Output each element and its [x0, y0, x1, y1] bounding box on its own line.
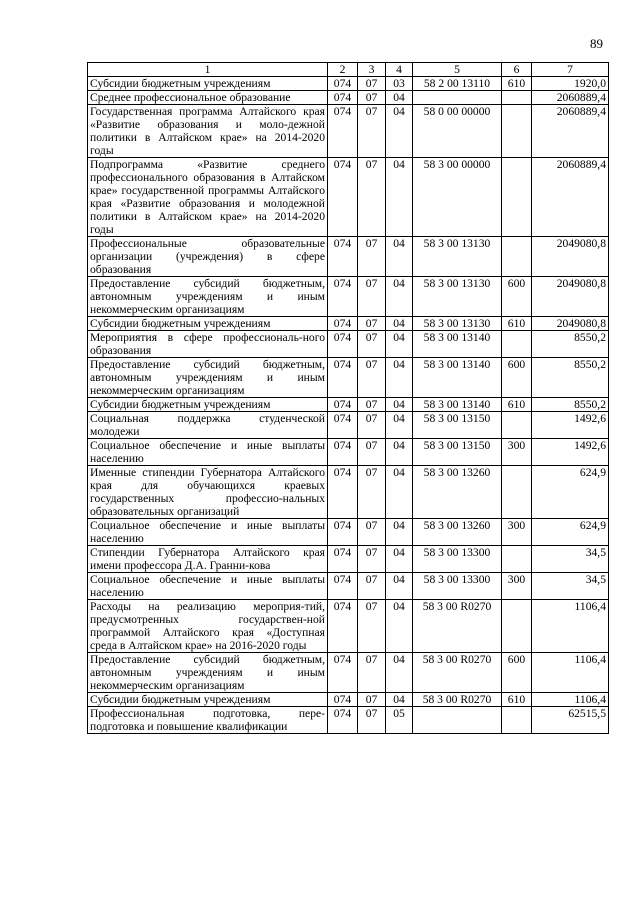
- expense-type-cell: 600: [502, 653, 532, 693]
- column-header: 1: [88, 63, 328, 77]
- target-article-cell: 58 3 00 R0270: [413, 600, 502, 653]
- ministry-code-cell: 074: [328, 91, 358, 105]
- target-article-cell: 58 3 00 13140: [413, 358, 502, 398]
- section-code-cell: 07: [358, 237, 386, 277]
- amount-cell: 8550,2: [532, 398, 609, 412]
- item-name-cell: Социальная поддержка студенческой молодежи: [88, 412, 328, 439]
- item-name-cell: Среднее профессиональное образование: [88, 91, 328, 105]
- table-row: [88, 77, 609, 91]
- table-row: [88, 277, 609, 317]
- item-name-cell: Субсидии бюджетным учреждениям: [88, 317, 328, 331]
- expense-type-cell: 300: [502, 573, 532, 600]
- ministry-code-cell: 074: [328, 546, 358, 573]
- amount-cell: 62515,5: [532, 707, 609, 734]
- column-header: 4: [386, 63, 413, 77]
- section-code-cell: 07: [358, 693, 386, 707]
- table-row: [88, 317, 609, 331]
- item-name-cell: Социальное обеспечение и иные выплаты населению: [88, 519, 328, 546]
- table-row: [88, 653, 609, 693]
- subsection-code-cell: 04: [386, 693, 413, 707]
- subsection-code-cell: 04: [386, 317, 413, 331]
- expense-type-cell: [502, 546, 532, 573]
- ministry-code-cell: 074: [328, 277, 358, 317]
- section-code-cell: 07: [358, 77, 386, 91]
- subsection-code-cell: 04: [386, 331, 413, 358]
- expense-type-cell: [502, 91, 532, 105]
- column-header: 5: [413, 63, 502, 77]
- amount-cell: 2060889,4: [532, 91, 609, 105]
- ministry-code-cell: 074: [328, 439, 358, 466]
- amount-cell: 34,5: [532, 546, 609, 573]
- ministry-code-cell: 074: [328, 519, 358, 546]
- expense-type-cell: 300: [502, 439, 532, 466]
- section-code-cell: 07: [358, 653, 386, 693]
- target-article-cell: 58 3 00 13140: [413, 398, 502, 412]
- section-code-cell: 07: [358, 439, 386, 466]
- target-article-cell: 58 2 00 13110: [413, 77, 502, 91]
- ministry-code-cell: 074: [328, 693, 358, 707]
- expense-type-cell: 610: [502, 693, 532, 707]
- section-code-cell: 07: [358, 546, 386, 573]
- ministry-code-cell: 074: [328, 105, 358, 158]
- expense-type-cell: [502, 600, 532, 653]
- ministry-code-cell: 074: [328, 573, 358, 600]
- amount-cell: 2049080,8: [532, 237, 609, 277]
- subsection-code-cell: 04: [386, 91, 413, 105]
- column-header: 2: [328, 63, 358, 77]
- amount-cell: 1492,6: [532, 439, 609, 466]
- item-name-cell: Профессиональная подготовка, пере-подготовка и повышение квалификации: [88, 707, 328, 734]
- target-article-cell: 58 0 00 00000: [413, 105, 502, 158]
- expense-type-cell: [502, 158, 532, 237]
- amount-cell: 8550,2: [532, 331, 609, 358]
- table-row: [88, 600, 609, 653]
- table-row: [88, 466, 609, 519]
- subsection-code-cell: 04: [386, 600, 413, 653]
- target-article-cell: 58 3 00 R0270: [413, 653, 502, 693]
- amount-cell: 1106,4: [532, 653, 609, 693]
- section-code-cell: 07: [358, 573, 386, 600]
- amount-cell: 1920,0: [532, 77, 609, 91]
- subsection-code-cell: 04: [386, 412, 413, 439]
- budget-table: [87, 62, 609, 734]
- table-row: [88, 412, 609, 439]
- table-row: [88, 358, 609, 398]
- column-header: 3: [358, 63, 386, 77]
- expense-type-cell: 610: [502, 77, 532, 91]
- table-row: [88, 105, 609, 158]
- item-name-cell: Подпрограмма «Развитие среднего профессионального образования в Алтайском крае» государственной программы Алтайского края «Развитие образования и молодежной политики в Алтайском крае» на 2014-2020 годы: [88, 158, 328, 237]
- target-article-cell: 58 3 00 13150: [413, 412, 502, 439]
- subsection-code-cell: 04: [386, 277, 413, 317]
- amount-cell: 2060889,4: [532, 105, 609, 158]
- column-header: 7: [532, 63, 609, 77]
- item-name-cell: Социальное обеспечение и иные выплаты населению: [88, 573, 328, 600]
- target-article-cell: 58 3 00 13130: [413, 317, 502, 331]
- column-header: 6: [502, 63, 532, 77]
- ministry-code-cell: 074: [328, 158, 358, 237]
- item-name-cell: Стипендии Губернатора Алтайского края имени профессора Д.А. Гранни-кова: [88, 546, 328, 573]
- subsection-code-cell: 04: [386, 237, 413, 277]
- ministry-code-cell: 074: [328, 77, 358, 91]
- item-name-cell: Предоставление субсидий бюджетным, автономным учреждениям и иным некоммерческим организациям: [88, 653, 328, 693]
- table-row: [88, 398, 609, 412]
- item-name-cell: Государственная программа Алтайского края «Развитие образования и моло-дежной политики в Алтайском крае» на 2014-2020 годы: [88, 105, 328, 158]
- expense-type-cell: [502, 466, 532, 519]
- section-code-cell: 07: [358, 91, 386, 105]
- amount-cell: 624,9: [532, 519, 609, 546]
- table-row: [88, 237, 609, 277]
- section-code-cell: 07: [358, 331, 386, 358]
- item-name-cell: Профессиональные образовательные организации (учреждения) в сфере образования: [88, 237, 328, 277]
- section-code-cell: 07: [358, 105, 386, 158]
- expense-type-cell: 300: [502, 519, 532, 546]
- header-row: [88, 63, 609, 77]
- subsection-code-cell: 04: [386, 439, 413, 466]
- subsection-code-cell: 04: [386, 653, 413, 693]
- expense-type-cell: [502, 331, 532, 358]
- section-code-cell: 07: [358, 519, 386, 546]
- target-article-cell: [413, 91, 502, 105]
- expense-type-cell: [502, 237, 532, 277]
- ministry-code-cell: 074: [328, 600, 358, 653]
- expense-type-cell: [502, 707, 532, 734]
- table-row: [88, 693, 609, 707]
- subsection-code-cell: 04: [386, 546, 413, 573]
- item-name-cell: Предоставление субсидий бюджетным, автономным учреждениям и иным некоммерческим организациям: [88, 358, 328, 398]
- item-name-cell: Субсидии бюджетным учреждениям: [88, 398, 328, 412]
- item-name-cell: Расходы на реализацию мероприя-тий, предусмотренных государствен-ной программой Алтайского края «Доступная среда в Алтайском крае» на 2016-2020 годы: [88, 600, 328, 653]
- amount-cell: 2049080,8: [532, 277, 609, 317]
- amount-cell: 1106,4: [532, 600, 609, 653]
- page-number: 89: [590, 36, 603, 51]
- subsection-code-cell: 04: [386, 105, 413, 158]
- section-code-cell: 07: [358, 466, 386, 519]
- amount-cell: 34,5: [532, 573, 609, 600]
- section-code-cell: 07: [358, 600, 386, 653]
- target-article-cell: 58 3 00 13260: [413, 466, 502, 519]
- section-code-cell: 07: [358, 412, 386, 439]
- target-article-cell: 58 3 00 00000: [413, 158, 502, 237]
- subsection-code-cell: 04: [386, 398, 413, 412]
- expense-type-cell: 610: [502, 317, 532, 331]
- amount-cell: 2060889,4: [532, 158, 609, 237]
- target-article-cell: 58 3 00 13150: [413, 439, 502, 466]
- amount-cell: 1106,4: [532, 693, 609, 707]
- target-article-cell: 58 3 00 13130: [413, 277, 502, 317]
- table-row: [88, 707, 609, 734]
- subsection-code-cell: 04: [386, 158, 413, 237]
- ministry-code-cell: 074: [328, 466, 358, 519]
- subsection-code-cell: 04: [386, 519, 413, 546]
- table-body: [88, 77, 609, 734]
- expense-type-cell: 600: [502, 358, 532, 398]
- target-article-cell: 58 3 00 13140: [413, 331, 502, 358]
- subsection-code-cell: 04: [386, 573, 413, 600]
- expense-type-cell: 600: [502, 277, 532, 317]
- table-row: [88, 158, 609, 237]
- ministry-code-cell: 074: [328, 398, 358, 412]
- ministry-code-cell: 074: [328, 317, 358, 331]
- item-name-cell: Мероприятия в сфере профессиональ-ного образования: [88, 331, 328, 358]
- amount-cell: 2049080,8: [532, 317, 609, 331]
- ministry-code-cell: 074: [328, 707, 358, 734]
- item-name-cell: Субсидии бюджетным учреждениям: [88, 77, 328, 91]
- section-code-cell: 07: [358, 317, 386, 331]
- ministry-code-cell: 074: [328, 412, 358, 439]
- subsection-code-cell: 03: [386, 77, 413, 91]
- subsection-code-cell: 04: [386, 466, 413, 519]
- expense-type-cell: [502, 412, 532, 439]
- table-row: [88, 573, 609, 600]
- target-article-cell: 58 3 00 13300: [413, 573, 502, 600]
- item-name-cell: Социальное обеспечение и иные выплаты населению: [88, 439, 328, 466]
- target-article-cell: 58 3 00 13130: [413, 237, 502, 277]
- expense-type-cell: 610: [502, 398, 532, 412]
- table-row: [88, 91, 609, 105]
- ministry-code-cell: 074: [328, 653, 358, 693]
- target-article-cell: 58 3 00 13260: [413, 519, 502, 546]
- item-name-cell: Предоставление субсидий бюджетным, автономным учреждениям и иным некоммерческим организациям: [88, 277, 328, 317]
- section-code-cell: 07: [358, 398, 386, 412]
- item-name-cell: Именные стипендии Губернатора Алтайского края для обучающихся краевых государственных профессио-нальных образовательных организаций: [88, 466, 328, 519]
- table-row: [88, 519, 609, 546]
- amount-cell: 8550,2: [532, 358, 609, 398]
- amount-cell: 624,9: [532, 466, 609, 519]
- table-row: [88, 546, 609, 573]
- table-row: [88, 331, 609, 358]
- section-code-cell: 07: [358, 158, 386, 237]
- target-article-cell: [413, 707, 502, 734]
- amount-cell: 1492,6: [532, 412, 609, 439]
- target-article-cell: 58 3 00 13300: [413, 546, 502, 573]
- table-row: [88, 439, 609, 466]
- section-code-cell: 07: [358, 277, 386, 317]
- section-code-cell: 07: [358, 358, 386, 398]
- item-name-cell: Субсидии бюджетным учреждениям: [88, 693, 328, 707]
- subsection-code-cell: 05: [386, 707, 413, 734]
- section-code-cell: 07: [358, 707, 386, 734]
- target-article-cell: 58 3 00 R0270: [413, 693, 502, 707]
- ministry-code-cell: 074: [328, 331, 358, 358]
- ministry-code-cell: 074: [328, 237, 358, 277]
- subsection-code-cell: 04: [386, 358, 413, 398]
- ministry-code-cell: 074: [328, 358, 358, 398]
- expense-type-cell: [502, 105, 532, 158]
